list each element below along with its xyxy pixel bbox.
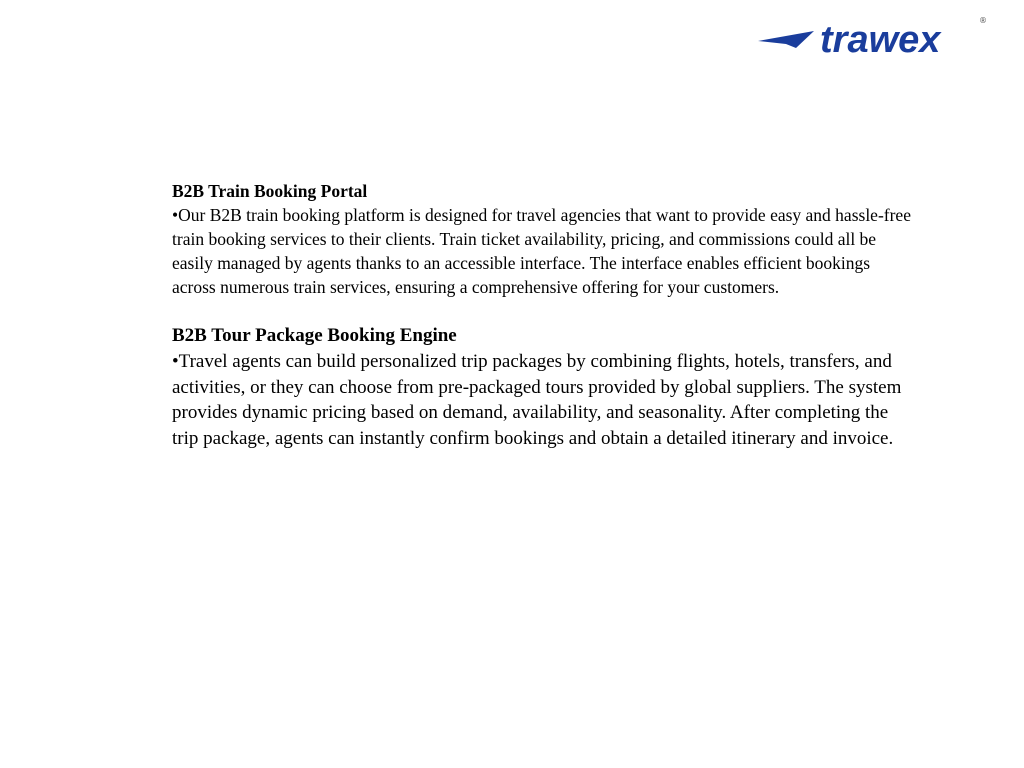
- registered-mark: ®: [979, 16, 987, 25]
- train-booking-section: [172, 179, 912, 299]
- trawex-logo-graphic: [756, 14, 1006, 58]
- section-body: •Our B2B train booking platform is designed for travel agencies that want to provide easy and hassle-free train booking services to their clients. Train ticket availability, pricing, and commissions could all be easily managed by agents thanks to an accessible interface. The interface enables efficient bookings across numerous train services, ensuring a comprehensive offering for your customers.: [172, 205, 911, 297]
- section-body: •Travel agents can build personalized trip packages by combining flights, hotels, transfers, and activities, or they can choose from pre-packaged tours provided by global suppliers. The system provides dynamic pricing based on demand, availability, and seasonality. After completing the trip package, agents can instantly confirm bookings and obtain a detailed itinerary and invoice.: [172, 350, 902, 450]
- logo-swoosh-icon: [758, 31, 814, 48]
- brand-logo: [756, 14, 1006, 58]
- tour-package-section: [172, 323, 912, 452]
- section-title: B2B Tour Package Booking Engine: [172, 325, 457, 346]
- main-content: [172, 179, 912, 452]
- section-title: B2B Train Booking Portal: [172, 181, 368, 201]
- logo-wordmark: trawex: [820, 19, 941, 58]
